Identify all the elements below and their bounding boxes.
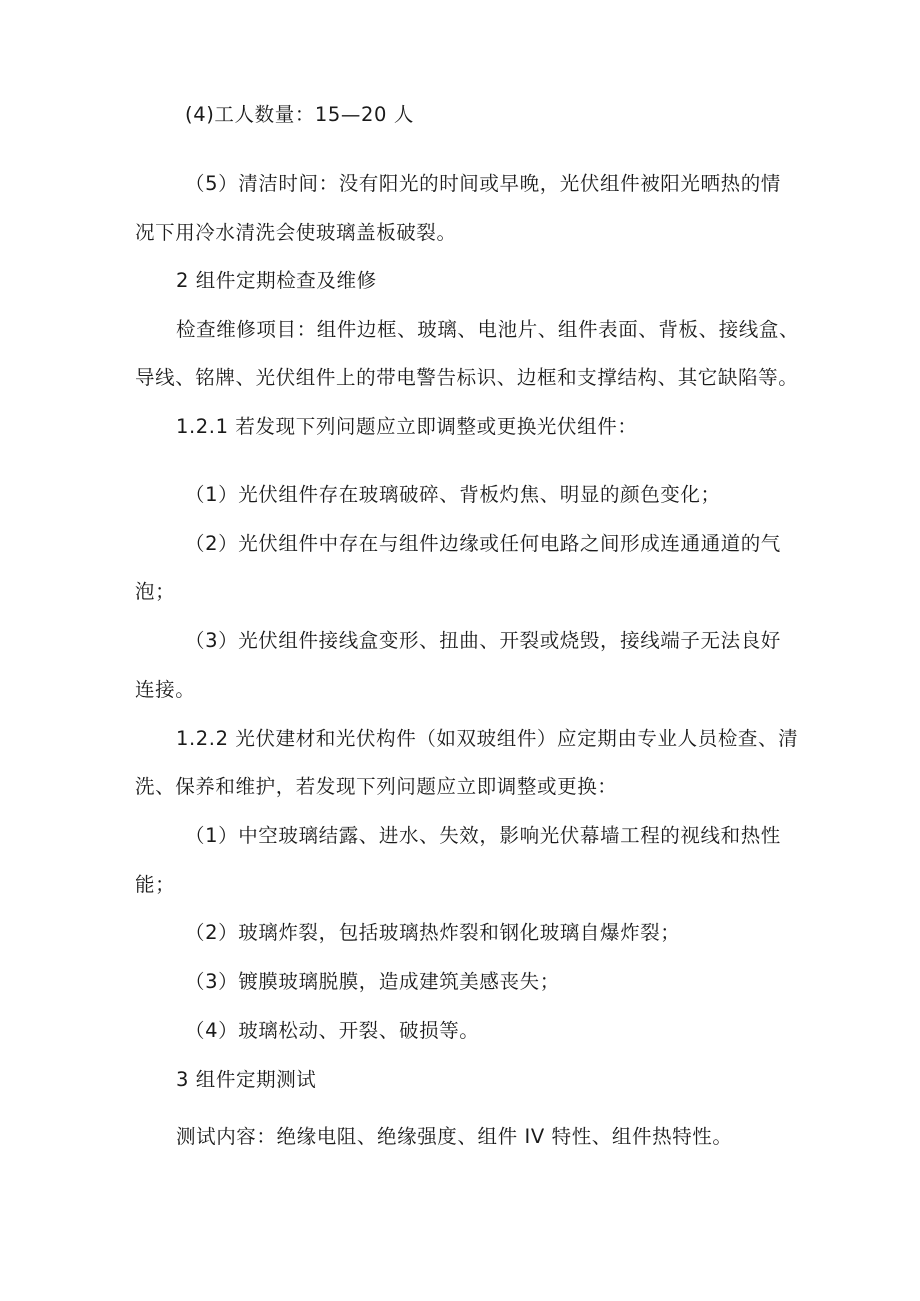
workers-count-line: (4)工人数量：15—20 人 bbox=[185, 103, 414, 126]
inspection-items-line: 检查维修项目：组件边框、玻璃、电池片、组件表面、背板、接线盒、 bbox=[176, 318, 800, 341]
item-4-glass-loose: （4）玻璃松动、开裂、破损等。 bbox=[185, 1019, 480, 1042]
clause-1-2-1: 1.2.1 若发现下列问题应立即调整或更换光伏组件： bbox=[176, 415, 638, 438]
item-3-junction-box-cont: 连接。 bbox=[135, 678, 196, 701]
item-2-bubbles: （2）光伏组件中存在与组件边缘或任何电路之间形成连通通道的气 bbox=[185, 532, 781, 555]
item-3-coating-peel: （3）镀膜玻璃脱膜，造成建筑美感丧失； bbox=[185, 970, 560, 993]
section-heading-inspection: 2 组件定期检查及维修 bbox=[176, 269, 377, 292]
item-2-bubbles-cont: 泡； bbox=[135, 580, 176, 603]
cleaning-time-line: （5）清洁时间：没有阳光的时间或早晚，光伏组件被阳光晒热的情 bbox=[185, 172, 781, 195]
section-heading-testing: 3 组件定期测试 bbox=[176, 1068, 317, 1091]
item-1-glass-broken: （1）光伏组件存在玻璃破碎、背板灼焦、明显的颜色变化； bbox=[185, 483, 721, 506]
item-1-insulating-glass: （1）中空玻璃结露、进水、失效，影响光伏幕墙工程的视线和热性 bbox=[185, 824, 781, 847]
testing-content-line: 测试内容：绝缘电阻、绝缘强度、组件 IV 特性、组件热特性。 bbox=[176, 1125, 733, 1148]
item-3-junction-box: （3）光伏组件接线盒变形、扭曲、开裂或烧毁，接线端子无法良好 bbox=[185, 629, 781, 652]
clause-1-2-2: 1.2.2 光伏建材和光伏构件（如双玻组件）应定期由专业人员检查、清 bbox=[176, 727, 799, 750]
item-1-insulating-glass-cont: 能； bbox=[135, 873, 176, 896]
clause-1-2-2-cont: 洗、保养和维护，若发现下列问题应立即调整或更换： bbox=[135, 775, 618, 798]
item-2-glass-burst: （2）玻璃炸裂，包括玻璃热炸裂和钢化玻璃自爆炸裂； bbox=[185, 921, 681, 944]
cleaning-time-line-cont: 况下用冷水清洗会使玻璃盖板破裂。 bbox=[135, 221, 457, 244]
inspection-items-line-cont: 导线、铭牌、光伏组件上的带电警告标识、边框和支撑结构、其它缺陷等。 bbox=[135, 366, 799, 389]
